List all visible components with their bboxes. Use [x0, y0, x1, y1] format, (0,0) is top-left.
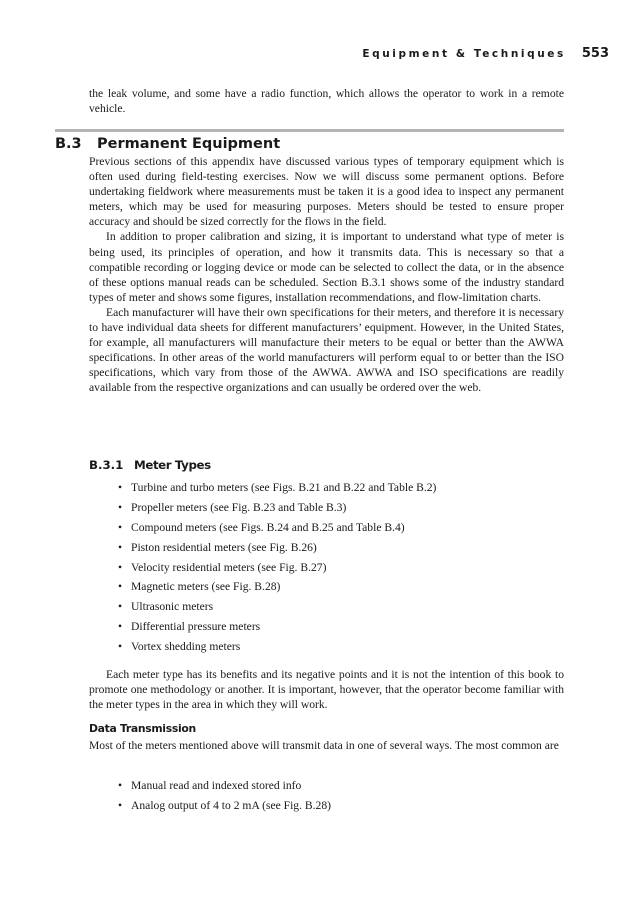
running-header	[362, 46, 609, 61]
subsection-heading	[89, 458, 211, 472]
paragraph: In addition to proper calibration and sizing, it is important to understand what type of meter is being used, its principles of operation, and how it transmits data. This is necessary so that a compatible recording or logging device or mode can be selected to collect the data, or in the absence of these options manual reads can be scheduled. Section B.3.1 shows some of the industry standard types of meter and shows some figures, installation recommendations, and flow-limitation charts.	[89, 230, 564, 304]
list-item	[118, 579, 436, 599]
list-item	[118, 619, 436, 639]
bullet-icon: •	[118, 520, 123, 534]
bullet-icon: •	[118, 640, 123, 654]
list-item	[118, 520, 436, 540]
bullet-icon: •	[118, 560, 123, 574]
list-item	[118, 500, 436, 520]
subsection-title: Meter Types	[134, 458, 211, 472]
paragraph: Previous sections of this appendix have discussed various types of temporary equipment which is often used during field-testing exercises. Now we will discuss some permanent options. Before undertaking fieldwork where measurements must be taken it is a good idea to inspect any permanent meters, which may be used for measuring purposes. Meters should be tested to ensure proper accuracy and should be sized correctly for the flows in the field.	[89, 155, 564, 229]
list-item	[118, 480, 436, 500]
list-item-text: Analog output of 4 to 2 mA (see Fig. B.28)	[131, 798, 331, 812]
bullet-icon: •	[118, 620, 123, 634]
list-item-text: Piston residential meters (see Fig. B.26)	[131, 540, 317, 554]
data-transmission-intro: Most of the meters mentioned above will transmit data in one of several ways. The most common are	[89, 739, 559, 752]
list-item-text: Ultrasonic meters	[131, 600, 214, 614]
continuation-paragraph: the leak volume, and some have a radio function, which allows the operator to work in a remote vehicle.	[89, 87, 564, 116]
bullet-icon: •	[118, 600, 123, 614]
running-title: Equipment & Techniques	[362, 48, 566, 60]
list-item-text: Propeller meters (see Fig. B.23 and Table B.3)	[131, 500, 347, 514]
page-number: 553	[581, 46, 609, 61]
list-item-text: Differential pressure meters	[131, 620, 261, 634]
list-item	[118, 540, 436, 560]
data-transmission-list	[118, 778, 331, 818]
section-number: B.3	[55, 136, 82, 152]
data-transmission-heading: Data Transmission	[89, 722, 196, 735]
bullet-icon: •	[118, 580, 123, 594]
subsection-number: B.3.1	[89, 458, 124, 472]
list-item-text: Velocity residential meters (see Fig. B.27)	[131, 560, 327, 574]
bullet-icon: •	[118, 481, 123, 494]
section-body	[89, 154, 564, 396]
section-heading	[55, 136, 280, 152]
section-title: Permanent Equipment	[97, 136, 281, 152]
list-item	[118, 599, 436, 619]
list-item-text: Compound meters (see Figs. B.24 and B.25 and Table B.4)	[131, 520, 405, 534]
bullet-icon: •	[118, 540, 123, 554]
bullet-icon: •	[118, 500, 123, 514]
list-item-text: Vortex shedding meters	[131, 640, 241, 654]
meter-types-list	[118, 480, 436, 659]
bullet-icon: •	[118, 798, 123, 812]
list-item	[118, 639, 436, 659]
list-item	[118, 798, 331, 818]
list-item	[118, 560, 436, 580]
list-item-text: Turbine and turbo meters (see Figs. B.21 and B.22 and Table B.2)	[131, 481, 437, 494]
paragraph: Each manufacturer will have their own specifications for their meters, and therefore it is necessary to have individual data sheets for different manufacturers’ equipment. However, in the United States, for example, all manufacturers will manufacture their meters to be equal or better than the AWWA specifications. In other areas of the world manufacturers will perform equal to or better than the ISO specifications, which vary from those of the AWWA. AWWA and ISO specifications are readily available from the respective organizations and can usually be ordered over the web.	[89, 305, 564, 395]
list-item	[118, 778, 331, 798]
section-divider	[55, 129, 564, 132]
list-item-text: Manual read and indexed stored info	[131, 779, 302, 792]
meter-types-summary: Each meter type has its benefits and its negative points and it is not the intention of this book to promote one methodology or another. It is important, however, that the operator become familiar with the meter types in the area in which they will work.	[89, 668, 564, 712]
list-item-text: Magnetic meters (see Fig. B.28)	[131, 580, 281, 594]
bullet-icon: •	[118, 779, 123, 792]
